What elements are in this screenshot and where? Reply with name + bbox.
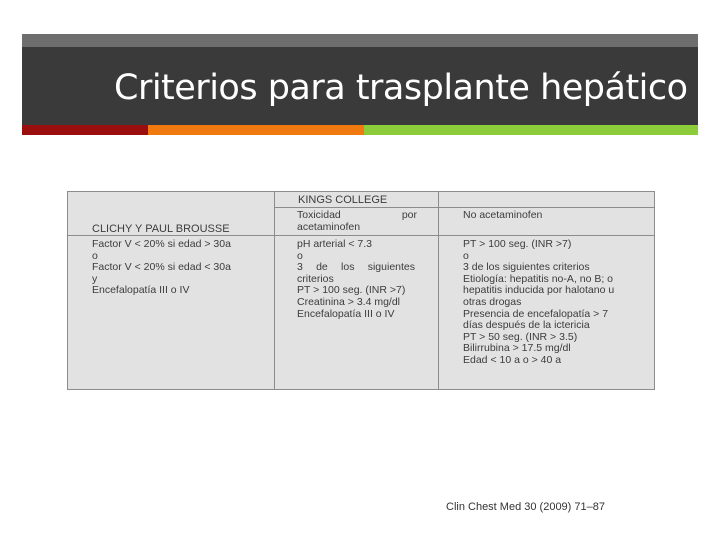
accent-bar-red [22,125,148,135]
no-acetaminofen-line: días después de la ictericia [463,319,590,332]
kings-college-header: KINGS COLLEGE [275,192,654,208]
no-acetaminofen-line: 3 de los siguientes criterios [463,261,590,274]
no-acetaminofen-header: No acetaminofen [463,209,543,221]
no-acetaminofen-line: PT > 50 seg. (INR > 3.5) [463,330,578,343]
clichy-line: y [92,272,98,285]
no-acetaminofen-line: Etiología: hepatitis no-A, no B; o [463,272,614,285]
no-acetaminofen-line: PT > 100 seg. (INR >7) [463,238,572,250]
word: siguientes [367,261,415,274]
acetaminofen-line: pH arterial < 7.3 [297,238,372,250]
acetaminofen-line: PT > 100 seg. (INR >7) [297,284,406,297]
citation: Clin Chest Med 30 (2009) 71–87 [446,501,605,513]
title-bar [22,34,698,125]
no-acetaminofen-criteria [463,239,614,367]
acetaminofen-line: Encefalopatía III o IV [297,307,395,320]
acetaminofen-line: criterios [297,272,334,285]
no-acetaminofen-line: o [463,249,469,262]
slide-title: Criterios para trasplante hepático [114,68,688,108]
clichy-header: CLICHY Y PAUL BROUSSE [92,223,230,235]
no-acetaminofen-line: Edad < 10 a o > 40 a [463,353,562,366]
clichy-line: Factor V < 20% si edad < 30a [92,261,231,274]
accent-bar-orange [148,125,364,135]
clichy-line: Encefalopatía III o IV [92,284,190,297]
acetaminofen-header-word: por [401,209,417,221]
word: los [341,261,355,274]
no-acetaminofen-line: hepatitis inducida por halotano u [463,284,615,297]
acetaminofen-header [297,210,417,233]
criteria-table [67,191,655,390]
clichy-line: o [92,249,98,262]
word: de [316,261,328,274]
clichy-line: Factor V < 20% si edad > 30a [92,238,231,250]
word: 3 [297,261,303,274]
clichy-criteria [92,239,231,297]
acetaminofen-header-word: Toxicidad [297,209,341,221]
no-acetaminofen-line: Presencia de encefalopatía > 7 [463,307,609,320]
acetaminofen-line: Creatinina > 3.4 mg/dl [297,295,401,308]
acetaminofen-header-line2: acetaminofen [297,220,361,233]
acetaminofen-line: o [297,249,303,262]
no-acetaminofen-line: otras drogas [463,295,522,308]
title-top-strip [22,34,698,47]
acetaminofen-criteria [297,239,415,320]
accent-bar-green [364,125,698,135]
no-acetaminofen-line: Bilirrubina > 17.5 mg/dl [463,342,571,355]
